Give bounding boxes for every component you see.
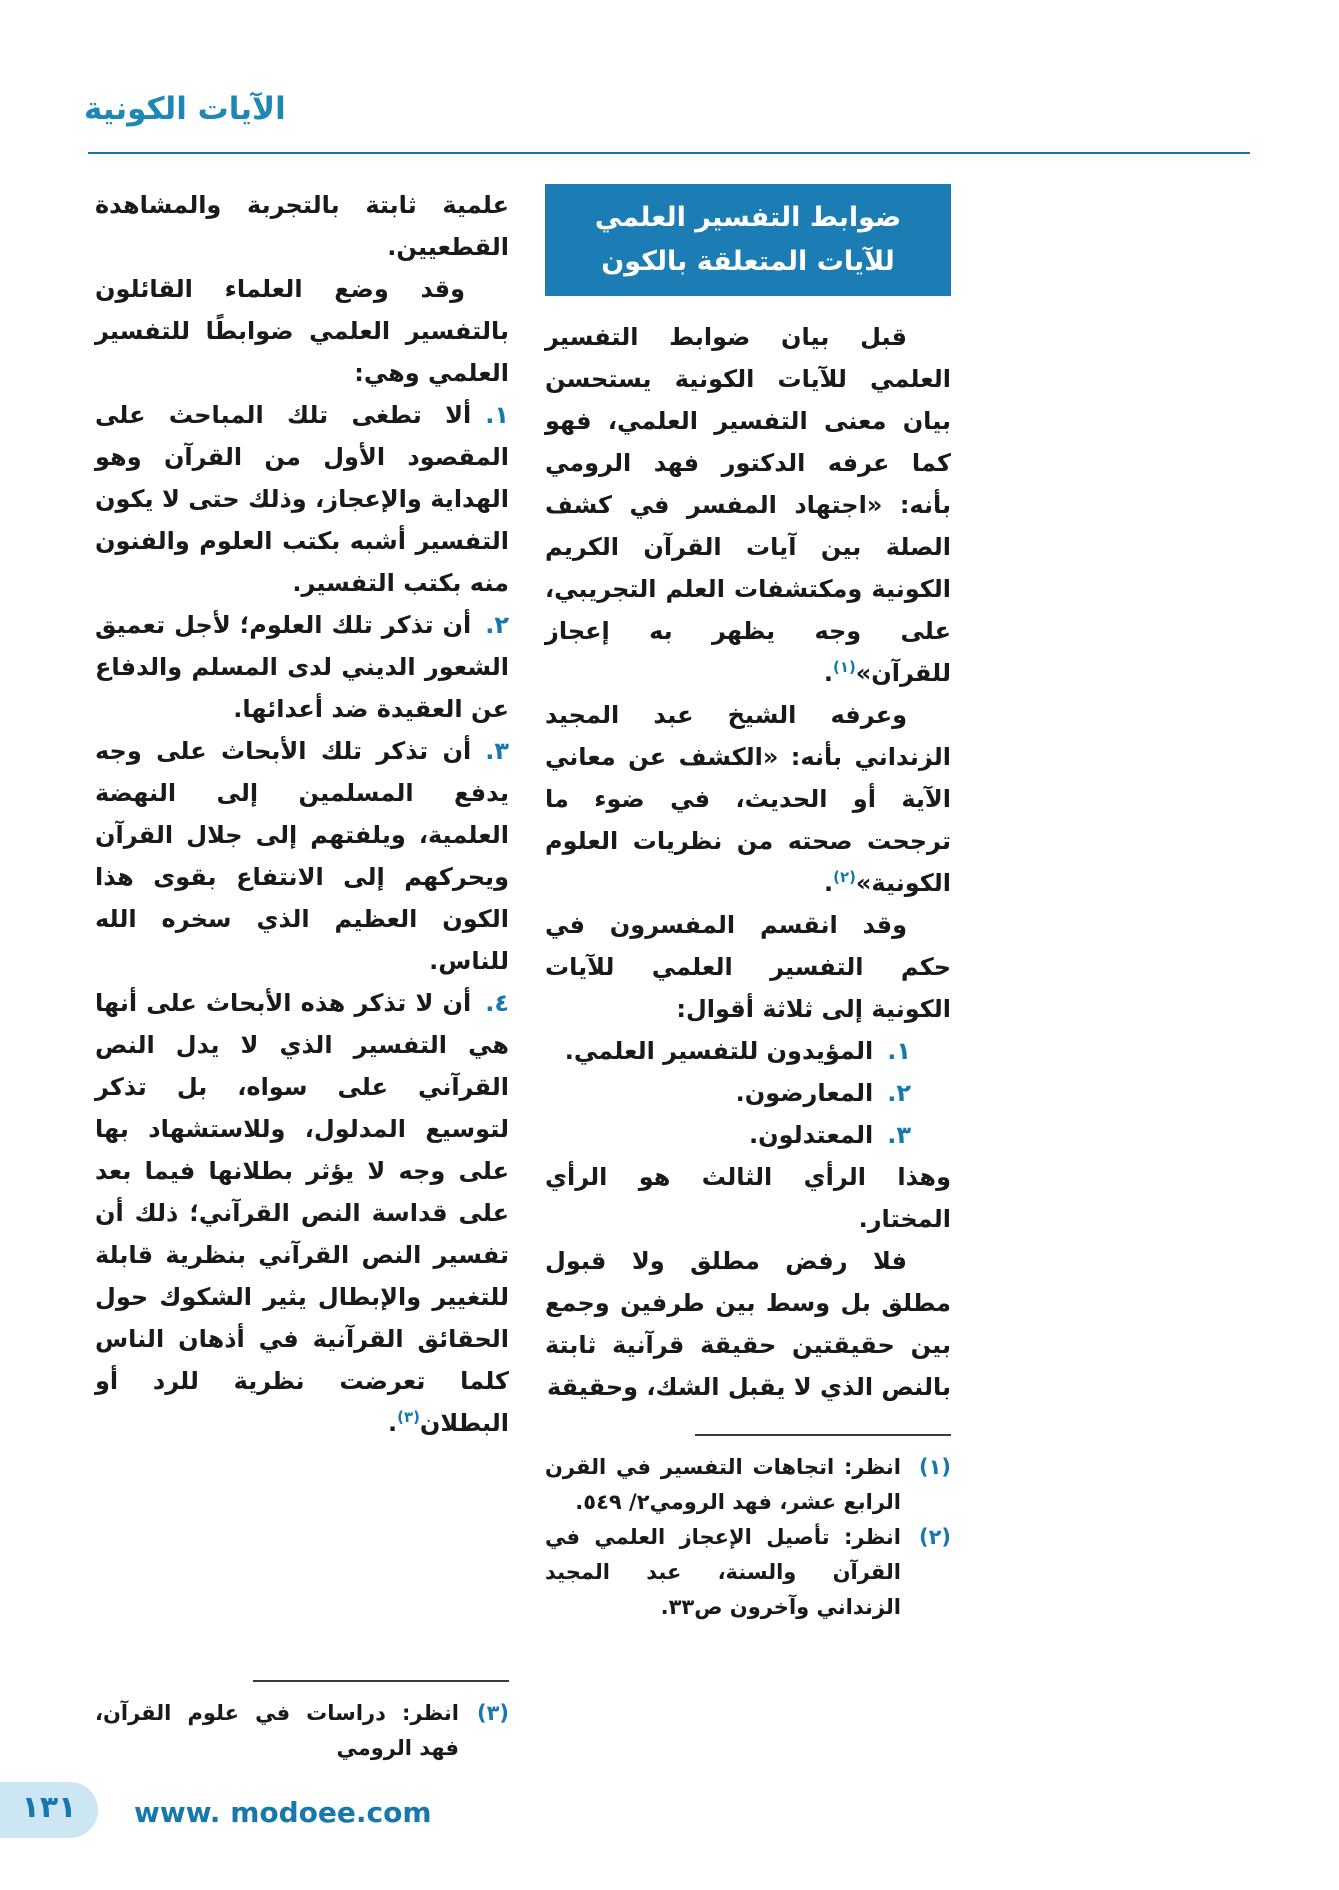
list-text: ألا تطغى تلك المباحث على المقصود الأول من القرآن وهو الهداية والإعجاز، وذلك حتى لا يكون التفسير أشبه بكتب العلوم والفنون منه بكتب التفسير. xyxy=(95,401,509,597)
footnote xyxy=(95,1696,509,1766)
list-item-opinion xyxy=(545,1072,951,1114)
list-item-rule xyxy=(95,730,509,982)
paragraph-chosen: وهذا الرأي الثالث هو الرأي المختار. xyxy=(545,1163,951,1233)
header-divider xyxy=(88,152,1250,154)
section-title: ضوابط التفسير العلمي للآيات المتعلقة بالكون xyxy=(545,184,951,296)
footnote-ref: (٣) xyxy=(397,1408,420,1426)
paragraph-text: . xyxy=(824,869,834,897)
footnotes xyxy=(545,1450,951,1625)
list-item-rule xyxy=(95,394,509,604)
paragraph-division: وقد انقسم المفسرون في حكم التفسير العلمي للآيات الكونية إلى ثلاثة أقوال: xyxy=(545,911,951,1023)
footnote-text: انظر: دراسات في علوم القرآن، فهد الرومي xyxy=(95,1701,459,1760)
list-number: ٣. xyxy=(485,737,509,765)
book-logo: الآيات الكونية xyxy=(84,91,286,127)
footnote xyxy=(545,1520,951,1625)
list-text: أن لا تذكر هذه الأبحاث على أنها هي التفسير الذي لا يدل النص القرآني على سواه، بل تذكر لتوسيع المدلول، وللاستشهاد بها على وجه لا يؤثر بطلانها فيما بعد على قداسة النص القرآني؛ ذلك أن تفسير النص القرآني بنظرية قابلة للتغيير والإبطال يثير الشكوك حول الحقائق القرآنية في أذهان الناس كلما تعرضت نظرية للرد أو البطلان xyxy=(95,989,509,1437)
list-number: ٢. xyxy=(485,611,509,639)
column-left xyxy=(95,184,509,1766)
footnote-ref: (١) xyxy=(833,658,856,676)
footnotes-block xyxy=(545,1434,951,1625)
paragraph-text: وعرفه الشيخ عبد المجيد الزنداني بأنه: «الكشف عن معاني الآية أو الحديث، في ضوء ما ترجحت صحته من نظريات العلوم الكونية» xyxy=(545,701,951,897)
list-item-rule xyxy=(95,982,509,1444)
list-text: . xyxy=(388,1409,398,1437)
page-content xyxy=(95,184,951,1766)
list-item-opinion xyxy=(545,1030,951,1072)
list-text: المؤيدون للتفسير العلمي. xyxy=(564,1037,874,1065)
list-number: ٣. xyxy=(887,1121,911,1149)
footnote-number: (٢) xyxy=(918,1525,951,1549)
list-item-opinion xyxy=(545,1114,951,1156)
paragraph-text: قبل بيان ضوابط التفسير العلمي للآيات الكونية يستحسن بيان معنى التفسير العلمي، فهو كما عرفه الدكتور فهد الرومي بأنه: «اجتهاد المفسر في كشف الصلة بين آيات القرآن الكريم الكونية ومكتشفات العلم التجريبي، على وجه يظهر به إعجاز للقرآن» xyxy=(545,323,951,687)
paragraph-zindani xyxy=(545,694,951,904)
footnote-separator xyxy=(695,1434,951,1436)
website-url: www. modoee.com xyxy=(134,1796,432,1829)
footnote xyxy=(545,1450,951,1520)
footnote-number: (١) xyxy=(918,1455,951,1479)
footnote-separator xyxy=(253,1680,509,1682)
paragraph-intro xyxy=(545,316,951,694)
list-number: ٤. xyxy=(485,989,509,1017)
page-number: ١٣١ xyxy=(21,1790,77,1825)
list-number: ١. xyxy=(485,401,509,429)
paragraph-balance: فلا رفض مطلق ولا قبول مطلق بل وسط بين طرفين وجمع بين حقيقتين حقيقة قرآنية ثابتة بالنص الذي لا يقبل الشك، وحقيقة xyxy=(545,1247,951,1401)
list-text: المعتدلون. xyxy=(749,1121,874,1149)
paragraph-rules-intro: وقد وضع العلماء القائلون بالتفسير العلمي ضوابطًا للتفسير العلمي وهي: xyxy=(95,275,509,387)
list-item-rule xyxy=(95,604,509,730)
list-text: أن تذكر تلك العلوم؛ لأجل تعميق الشعور الديني لدى المسلم والدفاع عن العقيدة ضد أعدائها. xyxy=(95,611,509,723)
footnote-text: انظر: تأصيل الإعجاز العلمي في القرآن والسنة، عبد المجيد الزنداني وآخرون ص٣٣. xyxy=(545,1525,901,1619)
list-number: ١. xyxy=(887,1037,911,1065)
list-text: أن تذكر تلك الأبحاث على وجه يدفع المسلمين إلى النهضة العلمية، ويلفتهم إلى جلال القرآن ويحركهم إلى الانتفاع بقوى هذا الكون العظيم الذي سخره الله للناس. xyxy=(95,737,509,975)
footnote-ref: (٢) xyxy=(833,868,856,886)
paragraph-continuation: علمية ثابتة بالتجربة والمشاهدة القطعيين. xyxy=(95,191,509,261)
column-right xyxy=(545,184,951,1766)
list-number: ٢. xyxy=(887,1079,911,1107)
paragraph-text: . xyxy=(823,659,834,687)
footnote-text: انظر: اتجاهات التفسير في القرن الرابع عشر، فهد الرومي٢/ ٥٤٩. xyxy=(545,1455,901,1514)
list-text: المعارضون. xyxy=(735,1079,874,1107)
footnotes xyxy=(95,1696,509,1766)
footnotes-block xyxy=(95,1654,509,1766)
footnote-number: (٣) xyxy=(476,1701,509,1725)
